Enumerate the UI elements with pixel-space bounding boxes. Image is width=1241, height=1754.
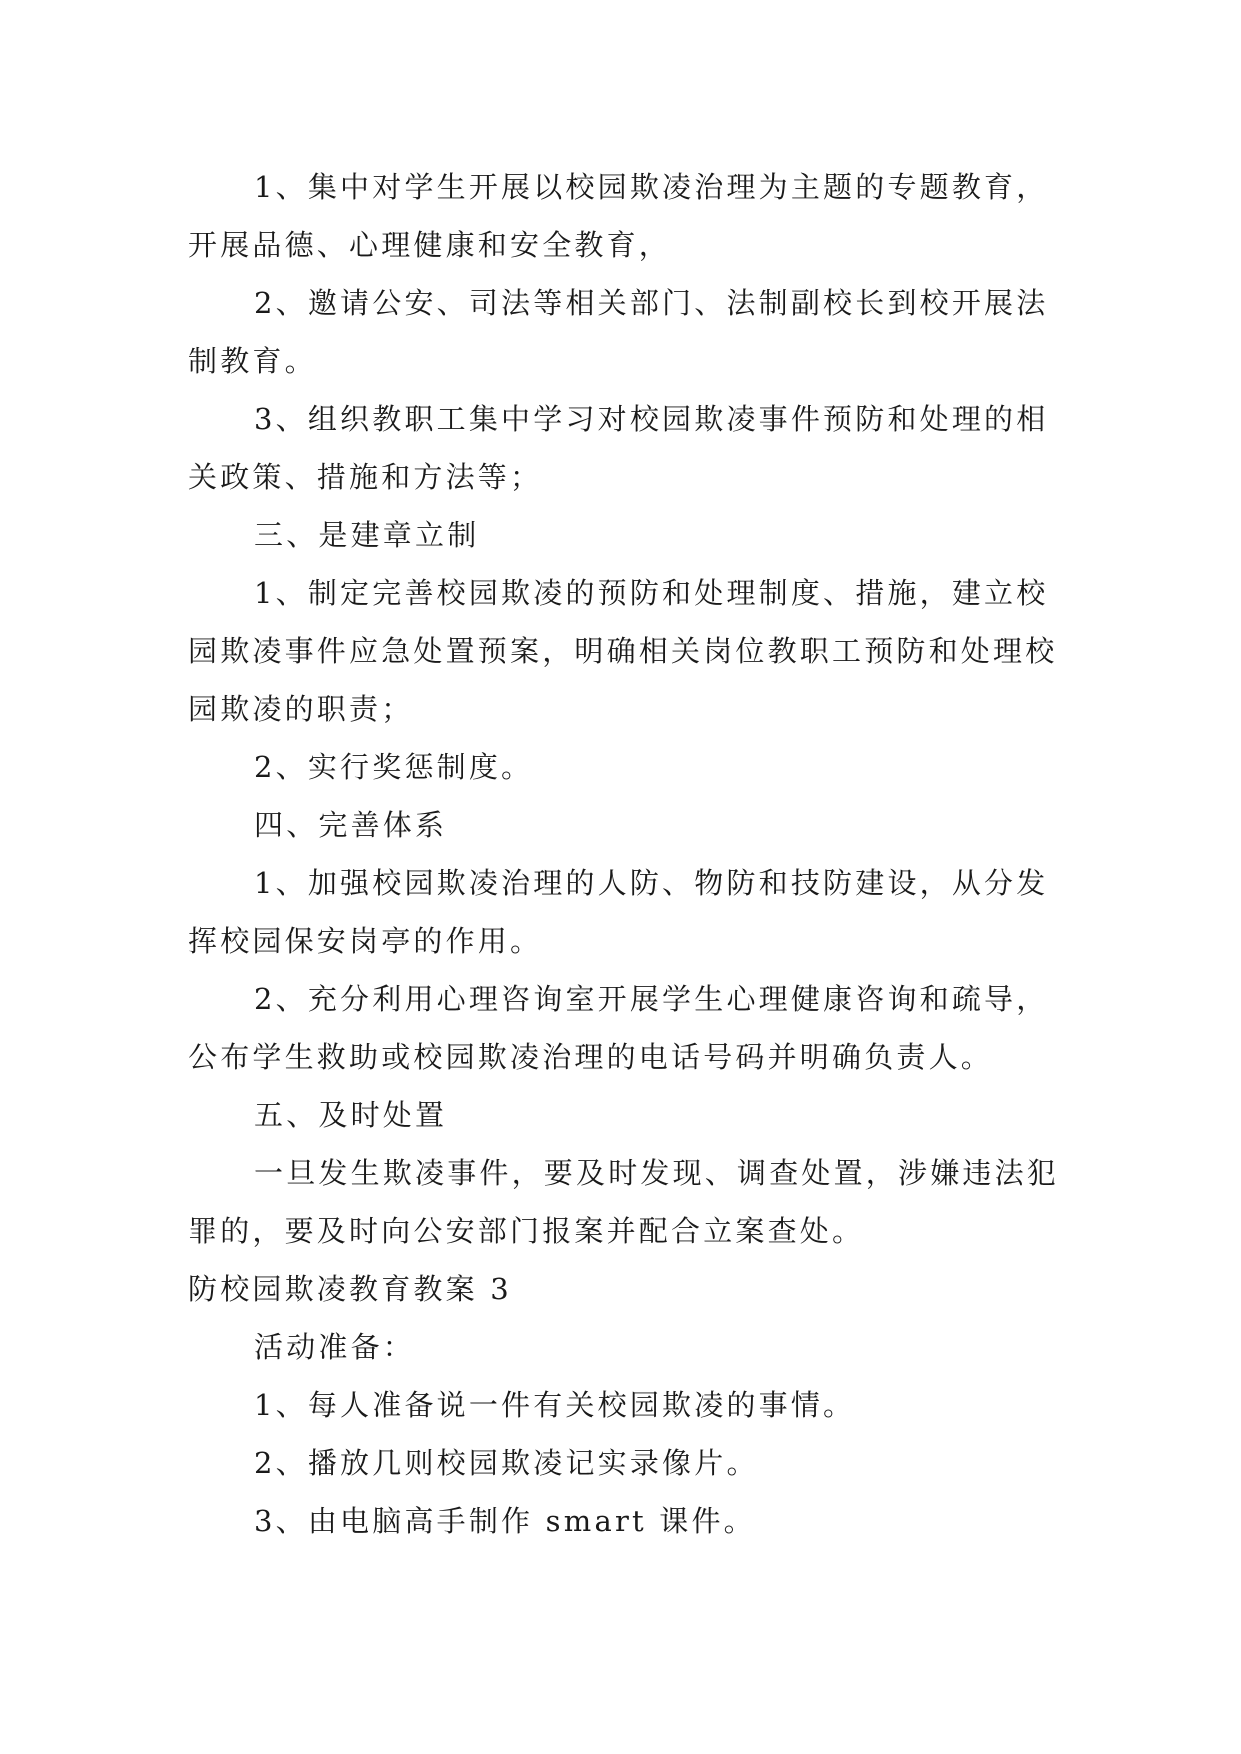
activity-prep-item-2: 2、播放几则校园欺凌记实录像片。 <box>254 1446 759 1480</box>
paragraph-item-4-2: 2、充分利用心理咨询室开展学生心理健康咨询和疏导，公布学生救助或校园欺凌治理的电话号码并明确负责人。 <box>188 982 1049 1074</box>
paragraph-item-5-1: 一旦发生欺凌事件，要及时发现、调查处置，涉嫌违法犯罪的，要及时向公安部门报案并配合立案查处。 <box>188 1156 1060 1248</box>
paragraph-item-1: 1、集中对学生开展以校园欺凌治理为主题的专题教育，开展品德、心理健康和安全教育， <box>188 170 1049 262</box>
section-heading-3: 三、是建章立制 <box>254 518 480 552</box>
paragraph-item-2: 2、邀请公安、司法等相关部门、法制副校长到校开展法制教育。 <box>188 286 1049 378</box>
paragraph-item-4-1: 1、加强校园欺凌治理的人防、物防和技防建设，从分发挥校园保安岗亭的作用。 <box>188 866 1049 958</box>
paragraph-item-3-1: 1、制定完善校园欺凌的预防和处理制度、措施，建立校园欺凌事件应急处置预案，明确相关岗位教职工预防和处理校园欺凌的职责； <box>188 576 1058 726</box>
lesson-plan-title: 防校园欺凌教育教案 3 <box>188 1272 512 1306</box>
paragraph-item-3-2: 2、实行奖惩制度。 <box>254 750 534 784</box>
paragraph-item-3: 3、组织教职工集中学习对校园欺凌事件预防和处理的相关政策、措施和方法等； <box>188 402 1049 494</box>
section-heading-4: 四、完善体系 <box>254 808 448 842</box>
activity-prep-item-3: 3、由电脑高手制作 smart 课件。 <box>254 1504 756 1538</box>
section-heading-5: 五、及时处置 <box>254 1098 448 1132</box>
activity-prep-item-1: 1、每人准备说一件有关校园欺凌的事情。 <box>254 1388 856 1422</box>
document-page <box>188 158 1068 1550</box>
activity-prep-heading: 活动准备： <box>254 1330 416 1364</box>
